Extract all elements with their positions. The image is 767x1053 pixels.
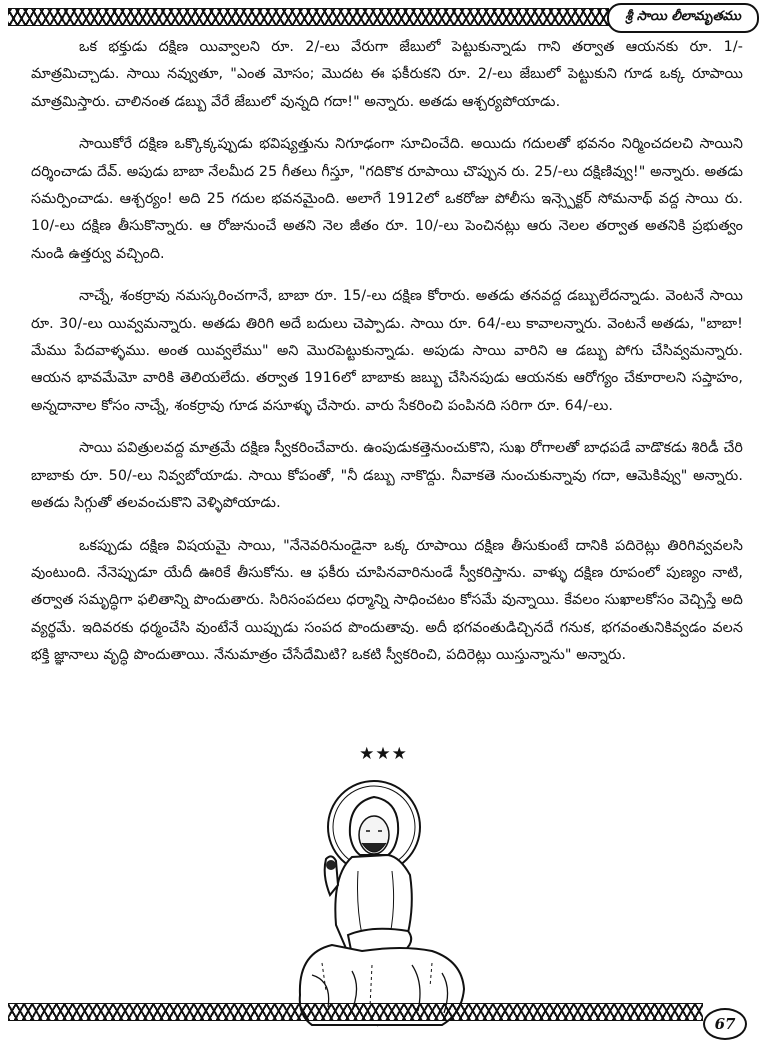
book-title-badge [607,3,759,33]
paragraph-2: సాయికోరే దక్షిణ ఒక్కొక్కప్పుడు భవిష్యత్తును నిగూఢంగా సూచించేది. అయిదు గదులతో భవనం నిర్మించదలచి సాయిని దర్శించాడు దేవ్. అపుడు బాబా నేలమీద 25 గీతలు గీస్తూ, "గదికొక రూపాయి చొప్పున రు. 25/-లు దక్షిణివ్వు!" అన్నారు. అతడు సమర్పించాడు. ఆశ్చర్యం! అది 25 గదుల భవనమైంది. అలాగే 1912లో ఒకరోజు పోలీసు ఇన్స్పెక్టర్ సోమనాథ్ వద్ద సాయి రు. 10/-లు దక్షిణ తీసుకొన్నారు. ఆ రోజునుంచే అతని నెల జీతం రూ. 10/-లు పెంచినట్లు ఆరు నెలల తర్వాత అతనికి ప్రభుత్వం నుండి ఉత్తర్వు వచ్చింది. [31,136,743,262]
page-number-badge [703,1008,747,1040]
paragraph-4: సాయి పవిత్రులవద్ద మాత్రమే దక్షిణ స్వీకరించేవారు. ఉంపుడుకత్తెనుంచుకొని, సుఖ రోగాలతో బాధపడే వాడొకడు శిరిడీ చేరి బాబాకు రూ. 50/-లు నివ్వబోయాడు. సాయి కోపంతో, "నీ డబ్బు నాకొద్దు. నీవాకతె నుంచుకున్నావు గదా, ఆమెకివ్వు" అన్నారు. అతడు సిగ్గుతో తలవంచుకొని వెళ్ళిపోయాడు. [31,440,743,512]
top-rope-border [8,8,609,26]
page-number: 67 [714,1015,736,1033]
bottom-rope-border [8,1003,703,1021]
section-separator-stars: ★★★ [359,744,408,764]
paragraph-5: ఒకప్పుడు దక్షిణ విషయమై సాయి, "నేనెవరినుండైనా ఒక్క రూపాయి దక్షిణ తీసుకుంటే దానికి పదిరెట్లు తిరిగివ్వవలసి వుంటుంది. నేనెప్పుడూ యేదీ ఊరికే తీసుకోను. ఆ ఫకీరు చూపినవారినుండే స్వీకరిస్తాను. వాళ్ళు దక్షిణ రూపంలో పుణ్యం నాటి, తర్వాత సమృద్ధిగా ఫలితాన్ని పొందుతారు. సిరిసంపదలు ధర్మాన్ని సాధించటం కోసమే వున్నాయి. కేవలం సుఖాలకోసం వెచ్చిస్తే అది వ్యర్థమే. ఇదివరకు ధర్మంచేసి వుంటేనే యిప్పుడు సంపద పొందుతావు. అదీ భగవంతుడిచ్చినదే గనుక, భగవంతునికివ్వడం వలన భక్తి జ్ఞానాలు వృద్ధి పొందుతాయి. నేనుమాత్రం చేసేదేమిటి? ఒకటి స్వీకరించి, పదిరెట్లు యిస్తున్నాను" అన్నారు. [31,537,743,664]
book-title: శ్రీ సాయి లీలామృతము [625,9,741,24]
page-body [31,34,743,685]
paragraph-1: ఒక భక్తుడు దక్షిణ యివ్వాలని రూ. 2/-లు వేరుగా జేబులో పెట్టుకున్నాడు గాని తర్వాత ఆయనకు రూ. 1/- మాత్రమిచ్చాడు. సాయి నవ్వుతూ, "ఎంత మోసం; మొదట ఈ ఫకీరుకని రూ. 2/-లు జేబులో పెట్టుకుని గూడ ఒక్క రూపాయి మాత్రమిస్తారు. చాలినంత డబ్బు వేరే జేబులో వున్నది గదా!" అన్నారు. అతడు ఆశ్చర్యపోయాడు. [31,39,743,110]
paragraph-3: నాచ్నే, శంకర్రావు నమస్కరించగానే, బాబా రూ. 15/-లు దక్షిణ కోరారు. అతడు తనవద్ద డబ్బులేదన్నాడు. వెంటనే సాయి రూ. 30/-లు యివ్వమన్నారు. అతడు తిరిగి అదే బదులు చెప్పాడు. సాయి రూ. 64/-లు కావాలన్నారు. వెంటనే అతడు, "బాబా! మేము పేదవాళ్ళము. అంత యివ్వలేము" అని మొరపెట్టుకున్నాడు. అపుడు సాయి వారిని ఆ డబ్బు పోగు చేసివ్వమన్నారు. ఆయన భావమేమో వారికి తెలియలేదు. తర్వాత 1916లో బాబాకు జబ్బు చేసినపుడు ఆయనకు ఆరోగ్యం చేకూరాలని సప్తాహం, అన్నదానాల కోసం నాచ్నే, శంకర్రావు గూడ వసూళ్ళు చేసారు. వారు సేకరించి పంపినది సరిగా రూ. 64/-లు. [31,288,743,414]
